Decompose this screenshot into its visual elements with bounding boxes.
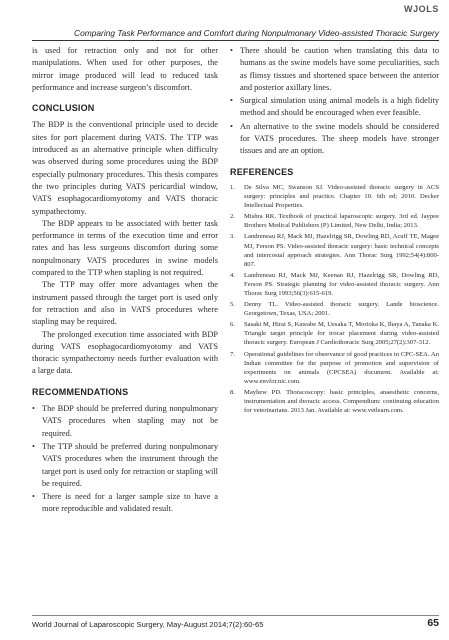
reference-item [230,183,439,210]
reference-text: Denny TL. Video-assisted thoracic surgery. Lande bioscience. Georgetown, Texas, USA; 2001. [244,301,439,318]
reference-number: 1. [230,183,235,191]
recommendation-text: An alternative to the swine models should be considered for VATS procedures. The sheep models have stronger tissues and are an option. [240,121,439,156]
reference-number: 5. [230,301,235,309]
bullet-icon: • [230,96,233,106]
recommendation-text: Surgical simulation using animal models is a high fidelity method and should be encouraged when ever feasible. [240,96,439,118]
reference-text: Mayhew PD. Thoracoscopy: basic principles, anaesthetic concerns, instrumentation and thoracic access. Compendium: continuing education for veterinarians. 2013 Jan. Available at: www.vetlearn.com. [244,388,439,415]
bullet-icon: • [32,404,35,414]
page-number: 65 [427,617,439,629]
footer-rule [32,615,439,616]
journal-citation: World Journal of Laparoscopic Surgery, May-August 2014;7(2):60-65 [32,620,264,629]
recommendations-heading: RECOMMENDATIONS [32,386,129,397]
right-column [230,45,439,417]
reference-number: 8. [230,388,235,396]
intro-paragraph: is used for retraction only and not for other manipulations. When used for other purposes, the mirror image produced will lead to reduced task performance and increase surgeon’s discomfort. [32,46,218,92]
reference-text: Operational guidelines for observance of good practices in CPC-SEA. An Indian committee for the purpose of promotion and supervision of experiments on animals (CPCSEA) document. Available at: www.envfor.nic.com. [244,350,439,385]
recommendation-item [32,441,218,490]
bullet-icon: • [230,121,233,131]
reference-item [230,300,439,318]
conclusion-paragraph: The BDP appears to be associated with better task performance in terms of the execution time and error rates and has less surgeons discomfort during some nonpulmonary VATS procedures in swine models compared to the TTP when stapling is not required. [32,218,218,278]
reference-item [230,232,439,268]
recommendations-list [32,403,218,516]
header-rule [32,40,439,41]
recommendation-item [32,491,218,516]
conclusion-heading: CONCLUSION [32,103,95,114]
reference-number: 6. [230,321,235,329]
recommendation-item [230,45,439,94]
conclusion-paragraph: The prolonged execution time associated with BDP during VATS esophagocardiomyotomy and VATS thoracic sympathectomy needs further evaluation with a large data. [32,329,218,376]
recommendation-text: The BDP should be preferred during nonpulmonary VATS procedures when stapling may not be required. [42,404,218,438]
reference-text: Mishra RK. Textbook of practical laparoscopic surgery. 3rd ed. Jaypee Brothers Medical Publishers (P) Limited, New Delhi, India; 2013. [244,213,439,230]
reference-number: 4. [230,271,235,279]
reference-text: Sasaki M, Hirai S, Kawabe M, Uesaka T, Morioka K, Ihaya A, Tanaka K. Triangle target principle for trocar placement during video-assisted thoracic surgery. European J Cardiothoracic Surg 2005;27(2):307-312. [244,321,439,347]
recommendation-item [32,403,218,440]
recommendation-text: There should be caution when translating this data to humans as the swine models have some peculiarities, such as flimsy tissues and shortened space between the anterior and posterior axillary lines. [240,46,439,92]
reference-text: Landreneau RJ, Mack MJ, Keenan RJ, Hazelrigg SR, Dowling RD, Ferson PS. Strategic planning for video-assisted thoracic surgery. Ann Thorac Surg 1993;56(3):615-619. [244,271,439,297]
recommendation-text: The TTP should be preferred during nonpulmonary VATS procedures when the instrument through the target port is used only for retraction or stapling will be required. [42,441,218,488]
recommendation-item [230,121,439,158]
reference-item [230,350,439,386]
references-heading: REFERENCES [230,166,294,177]
reference-number: 7. [230,350,235,358]
bullet-icon: • [32,441,35,451]
reference-text: De Silva MC, Swanson SJ. Video-assisted thoracic surgery in ACS surgery: principles and practice. Chapter 10. 6th ed; 2010. Decker Intellectual Properties. [244,183,439,210]
recommendation-item [230,95,439,120]
left-column [32,45,218,517]
journal-code: WJOLS [403,4,439,14]
reference-item [230,271,439,298]
reference-number: 2. [230,213,235,221]
references-list [230,183,439,415]
continued-recommendations-list [230,45,439,158]
reference-item [230,388,439,415]
reference-item [230,212,439,230]
recommendation-text: There is need for a larger sample size to have a more reproducible and validated result. [42,492,218,514]
reference-text: Landreneau RJ, Mack MJ, Hazelrigg SR, Dowling RD, Acuff TE, Magee MJ, Ferson PS. Video-assisted thoracic surgery: basic technical concepts and intercostal approach strategies. Ann Thorac Surg 1992;54(4):800-807. [244,233,439,268]
reference-item [230,320,439,347]
reference-number: 3. [230,233,235,241]
conclusion-paragraph: The TTP may offer more advantages when the instrument passed through the target port is used only for retraction and also in VATS procedures where stapling may be required. [32,280,218,327]
bullet-icon: • [32,492,35,502]
bullet-icon: • [230,46,233,55]
conclusion-paragraph: The BDP is the conventional principle used to decide sites for port placement during VATS. The TTP was introduced as an alternative principle when difficulty was observed during some procedures using the BDP especially pulmonary procedures. This thesis compares the two principles during VATS pericardial window, VATS esophagocardiomyotomy and VATS thoracic sympathectomy. [32,120,218,216]
running-title: Comparing Task Performance and Comfort during Nonpulmonary Video-assisted Thoracic Surgery [74,28,439,38]
